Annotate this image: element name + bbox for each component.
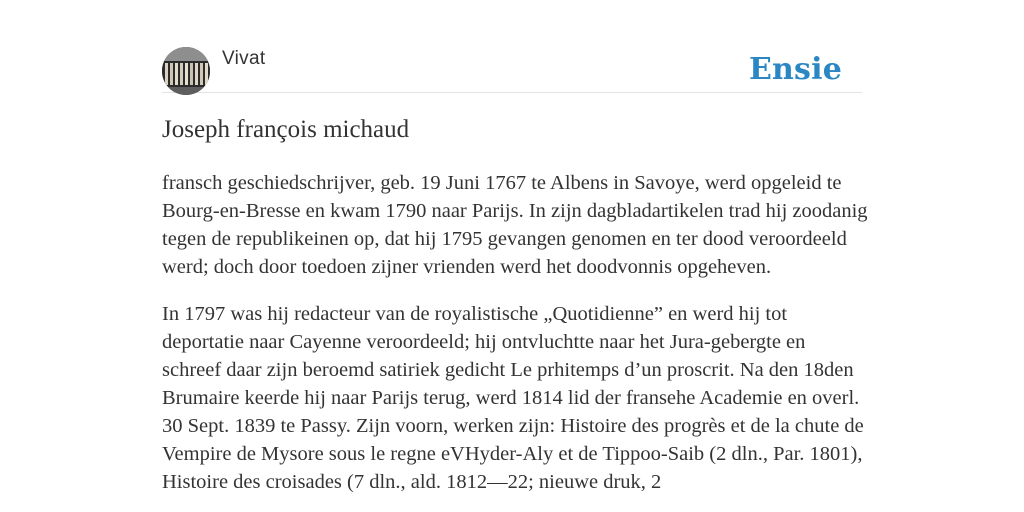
brand-logo[interactable]: Ensie bbox=[748, 52, 842, 87]
paragraph: fransch geschiedschrijver, geb. 19 Juni 1767 te Albens in Savoye, werd opgeleid te Bourg-en-Bresse en kwam 1790 naar Parijs. In zijn dagbladartikelen trad hij zoodanig tegen de republikeinen op, dat hij 1795 gevangen genomen en ter dood veroordeeld werd; doch door toedoen zijner vrienden werd het doodvonnis opgeheven. bbox=[162, 172, 868, 278]
source-avatar[interactable] bbox=[162, 47, 210, 95]
paragraph: In 1797 was hij redacteur van de royalistische „Quotidienne” en werd hij tot deportatie naar Cayenne veroordeeld; hij ontvluchtte naar het Jura-gebergte en schreef daar zijn beroemd satiriek gedicht Le prhitemps d’un proscrit. Na den 18den Brumaire keerde hij naar Parijs terug, werd 1814 lid der fransehe Academie en overl. 30 Sept. 1839 te Passy. Zijn voorn, werken zijn: Histoire des progrès et de la chute de Vempire de Mysore sous le regne eVHyder-Aly et de Tippoo-Saib (2 dln., Par. 1801), Histoire des croisades (7 dln., ald. 1812—22; nieuwe druk, 2 bbox=[162, 303, 864, 493]
source-name[interactable]: Vivat bbox=[222, 48, 266, 69]
article-title: Joseph françois michaud bbox=[162, 116, 410, 143]
header bbox=[162, 46, 862, 93]
books-image bbox=[162, 47, 210, 95]
article-body bbox=[162, 169, 868, 512]
